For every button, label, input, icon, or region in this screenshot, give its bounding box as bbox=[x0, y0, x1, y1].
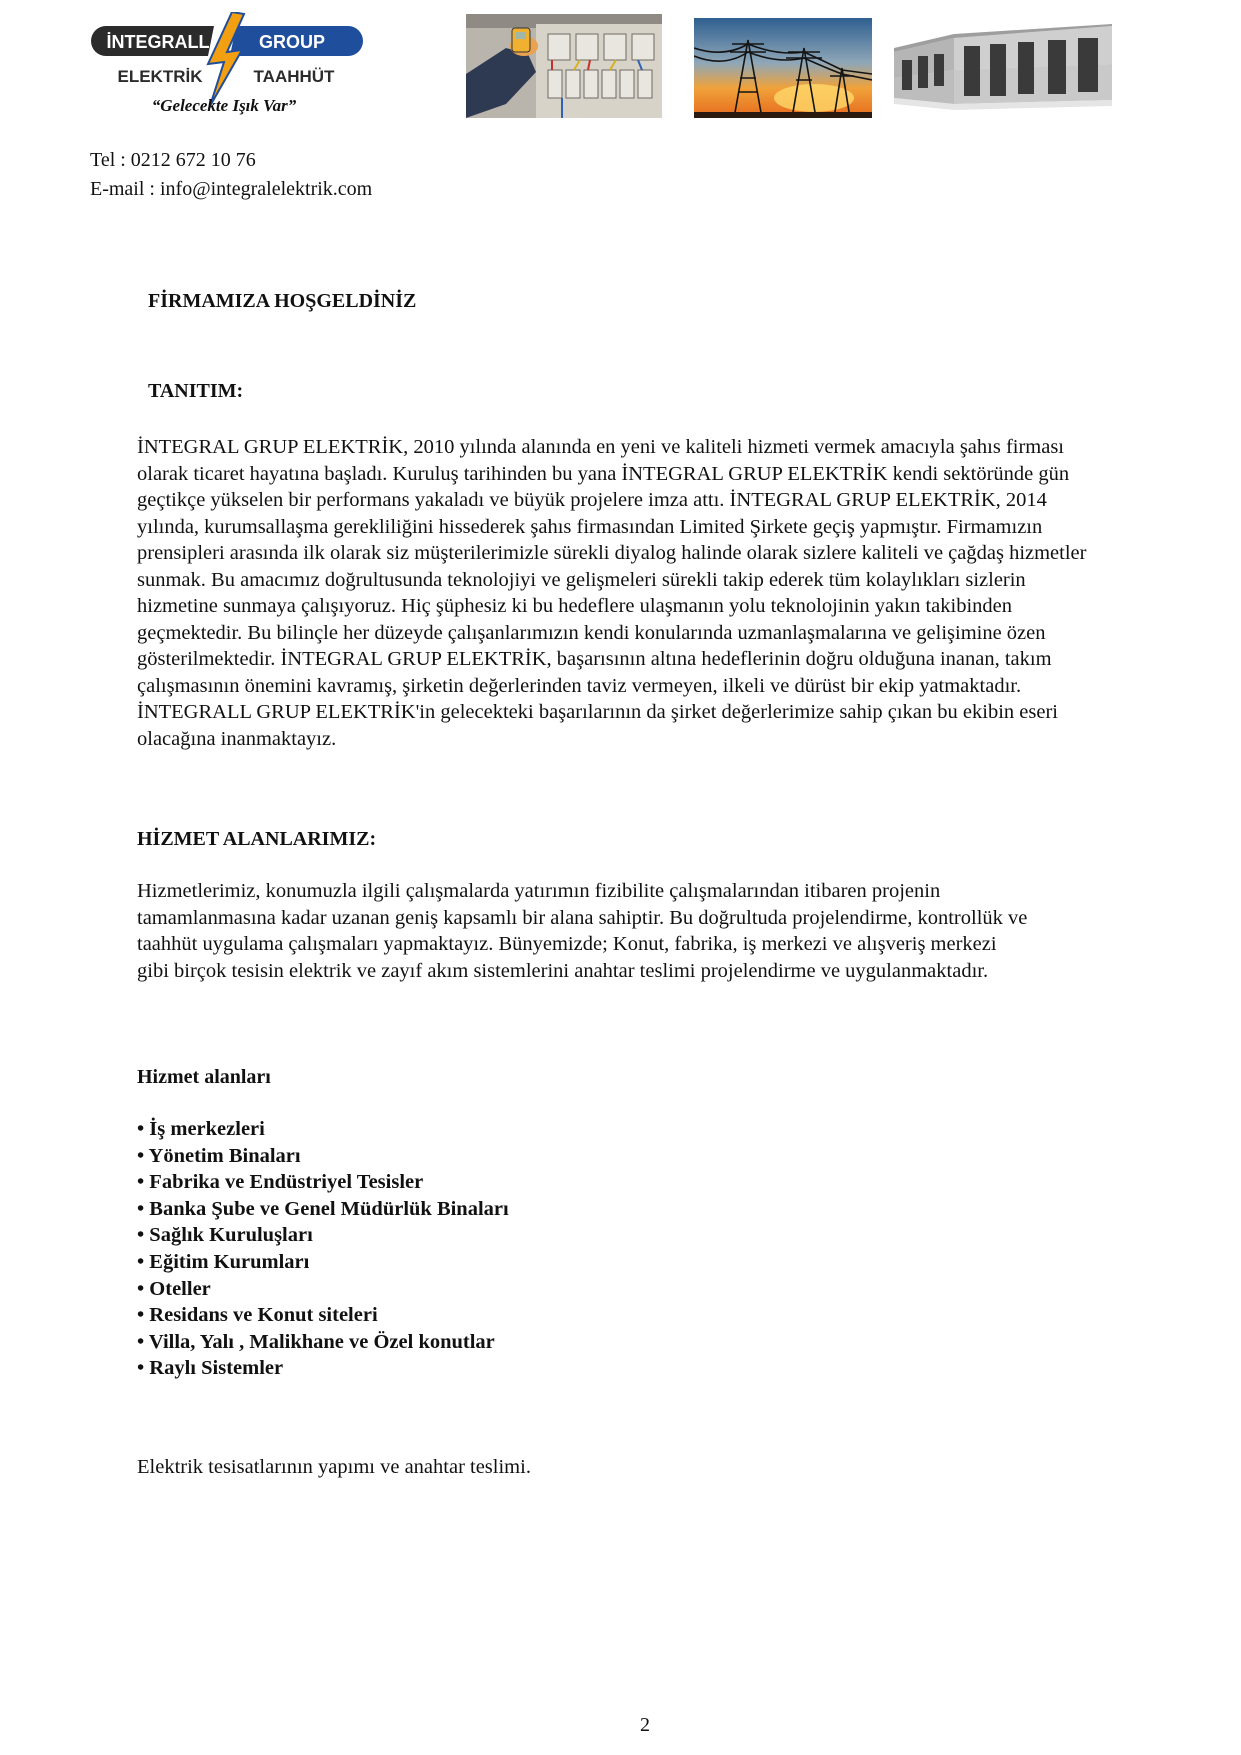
company-logo bbox=[86, 12, 366, 122]
services-line: tamamlanmasına kadar uzanan geniş kapsamlı bir alana sahiptir. Bu doğrultuda projelendirme, kontrollük ve bbox=[137, 906, 1028, 929]
intro-line: çalışmasının önemini kavramış, şirketin değerlerinden taviz vermeyen, ilkeli ve dürüst bir ekip yatmaktadır. bbox=[137, 674, 1022, 697]
intro-line: geçtikçe yükselen bir performans yakaladı ve büyük projelere imza attı. İNTEGRAL GRUP ELEKTRİK, 2014 bbox=[137, 489, 1047, 511]
email-address: E-mail : info@integralelektrik.com bbox=[90, 178, 373, 200]
power-tower-sunset-photo bbox=[694, 18, 872, 118]
intro-line: geçmektedir. Bu bilinçle her düzeyde çalışanlarımızın kendi konularında uzmanlaşmalarına ve gelişimine özen bbox=[137, 621, 1046, 644]
contact-info bbox=[90, 146, 372, 204]
service-areas-list bbox=[137, 1116, 509, 1382]
logo-text-taahhut: TAAHHÜT bbox=[253, 67, 335, 86]
logo-text-elektrik: ELEKTRİK bbox=[117, 67, 203, 86]
services-paragraph bbox=[137, 878, 1027, 984]
intro-line: yılında, kurumsallaşma gerekliliğini hissederek şahıs firmasından Limited Şirkete geçiş yapmıştır. Firmamızın bbox=[137, 515, 1043, 538]
intro-line: olarak ticaret hayatına başladı. Kuruluş tarihinden bu yana İNTEGRAL GRUP ELEKTRİK kendi sektöründe gün bbox=[137, 462, 1070, 485]
list-item: • Eğitim Kurumları bbox=[137, 1250, 310, 1273]
intro-line: sunmak. Bu amacımız doğrultusunda teknolojiyi ve gelişmeleri sürekli takip ederek tüm kolaylıkları sizlerin bbox=[137, 568, 1026, 591]
list-item: • Fabrika ve Endüstriyel Tesisler bbox=[137, 1171, 424, 1194]
service-areas-heading: Hizmet alanları bbox=[137, 1066, 271, 1088]
page-number: 2 bbox=[640, 1714, 650, 1736]
phone-number: Tel : 0212 672 10 76 bbox=[90, 149, 256, 171]
logo-text-integrall: İNTEGRALL bbox=[106, 32, 210, 52]
list-item: • Villa, Yalı , Malikhane ve Özel konutlar bbox=[137, 1330, 495, 1353]
electrician-panel-photo bbox=[466, 14, 662, 118]
list-item: • Banka Şube ve Genel Müdürlük Binaları bbox=[137, 1197, 509, 1220]
footer-note: Elektrik tesisatlarının yapımı ve anahtar teslimi. bbox=[137, 1456, 531, 1478]
intro-line: İNTEGRALL GRUP ELEKTRİK'in gelecekteki başarılarının da şirket değerlerimize sahip çıkan bu ekibin eseri bbox=[137, 701, 1058, 723]
intro-line: gösterilmektedir. İNTEGRAL GRUP ELEKTRİK, başarısının altına hedeflerinin doğru olduğuna inanan, takım bbox=[137, 648, 1052, 670]
intro-paragraph bbox=[137, 434, 1086, 752]
list-item: • Oteller bbox=[137, 1277, 211, 1300]
welcome-heading: FİRMAMIZA HOŞGELDİNİZ bbox=[148, 290, 417, 312]
list-item: • Yönetim Binaları bbox=[137, 1144, 301, 1167]
kiosk-substation-photo bbox=[894, 20, 1112, 112]
intro-heading: TANITIM: bbox=[148, 380, 244, 402]
intro-line: hizmetine sunmaya çalışıyoruz. Hiç şüphesiz ki bu hedeflere ulaşmanın yolu teknolojinin yakın takibinden bbox=[137, 595, 1013, 617]
list-item: • İş merkezleri bbox=[137, 1118, 265, 1140]
logo-text-group: GROUP bbox=[258, 32, 326, 52]
services-line: Hizmetlerimiz, konumuzla ilgili çalışmalarda yatırımın fizibilite çalışmalarından itibaren projenin bbox=[137, 880, 941, 902]
services-line: gibi birçok tesisin elektrik ve zayıf akım sistemlerini anahtar teslimi projelendirme ve uygulanmaktadır. bbox=[137, 959, 989, 982]
list-item: • Sağlık Kuruluşları bbox=[137, 1224, 313, 1247]
list-item: • Residans ve Konut siteleri bbox=[137, 1304, 378, 1327]
intro-line: olacağına inanmaktayız. bbox=[137, 727, 337, 750]
logo-slogan: “Gelecekte Işık Var” bbox=[151, 96, 297, 115]
services-line: taahhüt uygulama çalışmaları yapmaktayız. Bünyemizde; Konut, fabrika, iş merkezi ve alışveriş merkezi bbox=[137, 933, 997, 955]
list-item: • Raylı Sistemler bbox=[137, 1357, 284, 1380]
intro-line: prensipleri arasında ilk olarak siz müşterilerimizle sürekli diyalog halinde olarak sizlere kaliteli ve çağdaş hizmetler bbox=[137, 542, 1087, 564]
intro-line: İNTEGRAL GRUP ELEKTRİK, 2010 yılında alanında en yeni ve kaliteli hizmeti vermek amacıyla şahıs firması bbox=[137, 436, 1065, 458]
services-heading: HİZMET ALANLARIMIZ: bbox=[137, 828, 377, 850]
